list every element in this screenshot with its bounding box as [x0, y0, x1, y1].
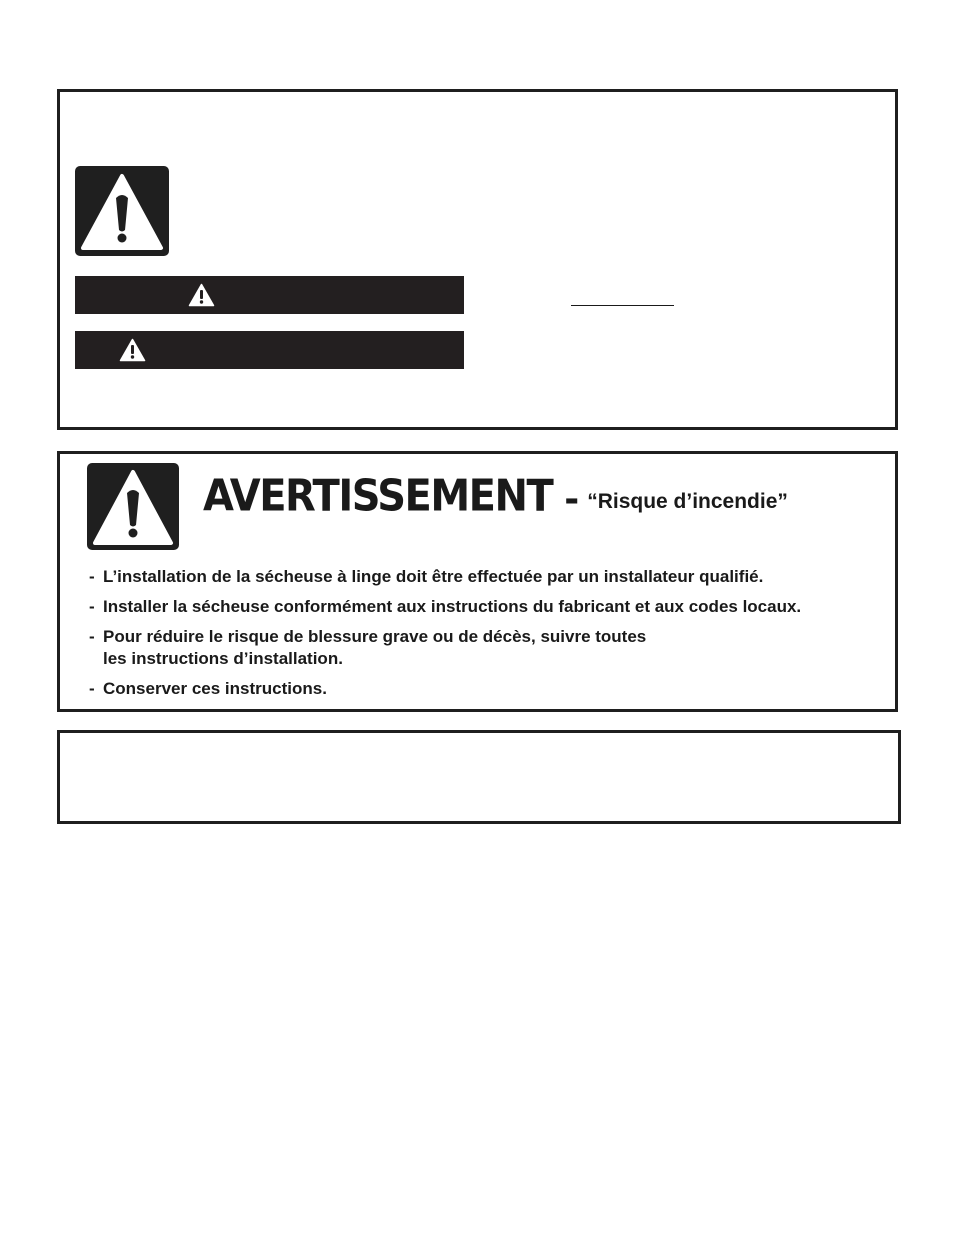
list-item: [89, 626, 646, 648]
signal-word-bar: [75, 331, 464, 369]
safety-information-box: [57, 89, 898, 430]
list-item: [89, 566, 763, 588]
list-bullet: -: [89, 597, 95, 616]
underline-rule: [571, 305, 674, 306]
empty-notice-box: [57, 730, 901, 824]
hazard-type: “Risque d’incendie”: [587, 490, 788, 513]
list-item-text: les instructions d’installation.: [103, 649, 343, 668]
list-item-text: Installer la sécheuse conformément aux instructions du fabricant et aux codes locaux.: [103, 597, 802, 616]
list-item-continuation: [103, 648, 343, 670]
warning-triangle-icon: [188, 283, 215, 307]
warning-triangle-icon: [119, 338, 146, 362]
warning-triangle-icon: [75, 166, 169, 256]
list-item-text: Pour réduire le risque de blessure grave ou de décès, suivre toutes: [103, 627, 647, 646]
signal-word-bar: [75, 276, 464, 314]
list-bullet: -: [89, 679, 95, 698]
list-item: [89, 596, 801, 618]
list-bullet: -: [89, 567, 95, 586]
list-bullet: -: [89, 627, 95, 646]
list-item-text: Conserver ces instructions.: [103, 679, 327, 698]
warning-triangle-icon: [87, 463, 179, 550]
heading-separator: -: [564, 479, 580, 520]
warning-title: AVERTISSEMENT: [203, 471, 553, 522]
list-item-text: L’installation de la sécheuse à linge doit être effectuée par un installateur qualifié.: [103, 567, 764, 586]
list-item: [89, 678, 327, 700]
warning-heading: [203, 471, 788, 522]
